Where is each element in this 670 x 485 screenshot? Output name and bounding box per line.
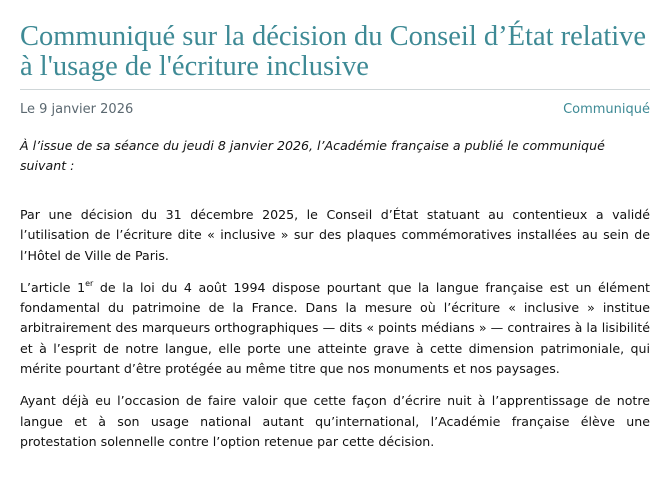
paragraph-2-rest: de la loi du 4 août 1994 dispose pourtant que la langue française est un élément fondamental du patrimoine de la France. Dans la mesure où l’écriture « inclusive » institue arbitrairement des marqueurs orthographiques — dits « points médians » — contraires à la lisibilité et à l’esprit de notre langue, elle porte une atteinte grave à cette dimension patrimoniale, qui mérite pourtant d’être protégée au même titre que nos monuments et nos paysages. xyxy=(20,279,650,377)
paragraph-2 xyxy=(20,278,650,379)
article-content xyxy=(20,22,650,452)
ordinal-superscript: er xyxy=(85,278,94,288)
article-title: Communiqué sur la décision du Conseil d’État relative à l'usage de l'écriture inclusive xyxy=(20,21,647,82)
paragraph-2-start: L’article 1 xyxy=(20,279,86,295)
article-date: Le 9 janvier 2026 xyxy=(20,102,134,117)
category-link[interactable]: Communiqué xyxy=(563,102,650,117)
article-meta xyxy=(20,100,650,120)
article-intro: À l’issue de sa séance du jeudi 8 janvier 2026, l’Académie française a publié le communiqué suivant : xyxy=(20,138,605,173)
title-divider xyxy=(20,89,650,90)
paragraph-3: Ayant déjà eu l’occasion de faire valoir que cette façon d’écrire nuit à l’apprentissage de notre langue et à son usage national autant qu’international, l’Académie française élève une protestation solennelle contre l’option retenue par cette décision. xyxy=(20,393,650,449)
paragraph-1: Par une décision du 31 décembre 2025, le Conseil d’État statuant au contentieux a validé l’utilisation de l’écriture dite « inclusive » sur des plaques commémoratives installées au sein de l’Hôtel de Ville de Paris. xyxy=(20,207,650,263)
